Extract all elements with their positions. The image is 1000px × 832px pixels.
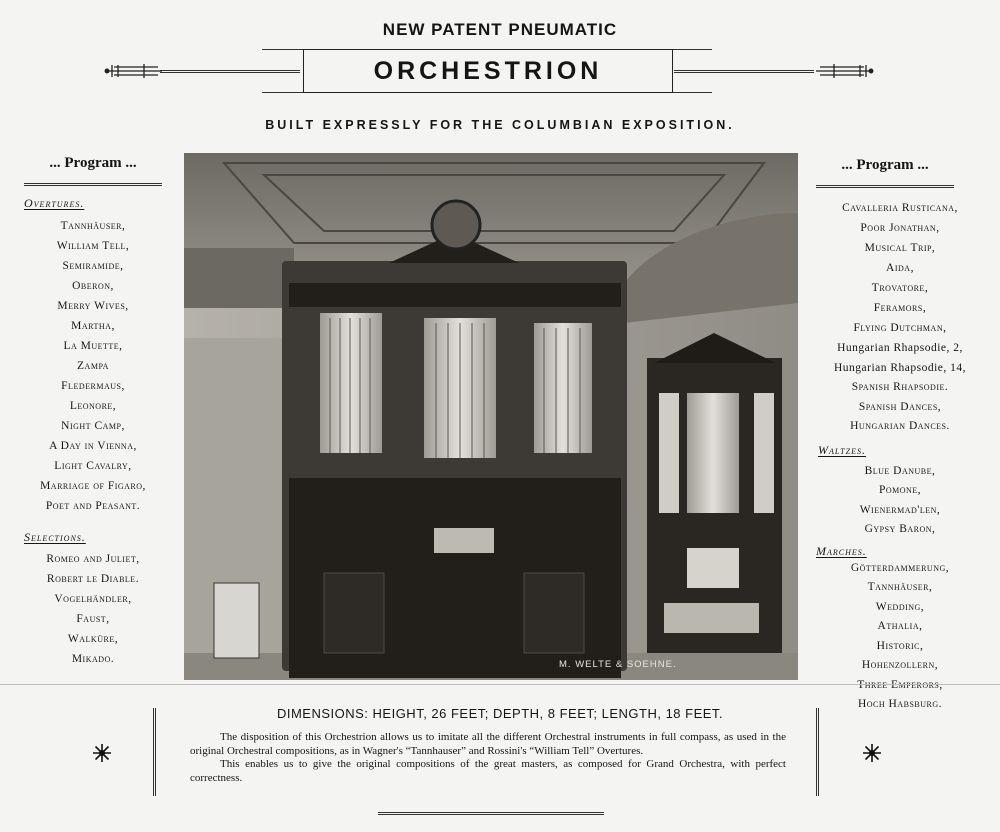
list-item: Historic, <box>876 639 924 652</box>
list-item: Trovatore, <box>871 282 929 294</box>
left-program-list <box>22 196 164 669</box>
list-item: Gypsy Baron, <box>864 523 936 535</box>
subtitle: BUILT EXPRESSLY FOR THE COLUMBIAN EXPOSITION. <box>265 118 735 132</box>
right-footer-bar <box>816 708 819 796</box>
list-item: Merry Wives, <box>57 300 129 312</box>
description-text <box>190 731 786 785</box>
list-item: La Muette, <box>63 340 123 352</box>
list-item: Musical Trip, <box>864 242 936 254</box>
right-program-rule <box>816 185 954 188</box>
list-item: Hungarian Rhapsodie, 2, <box>837 342 963 354</box>
description-paragraph: The disposition of this Orchestrion allows us to imitate all the different Orchestral instruments in full compass, as used in the original Orchestral compositions, as in Wagner's “Tannhauser” and Rossini's “William Tell” Overtures. <box>190 731 786 757</box>
left-footer-bar <box>153 708 156 796</box>
right-rosette-icon <box>862 743 882 763</box>
list-item: William Tell, <box>56 240 130 252</box>
left-program-rule <box>24 183 162 186</box>
list-item: Walküre, <box>67 633 119 645</box>
list-item: Götterdammerung, <box>850 561 950 574</box>
list-item: Hohenzollern, <box>861 659 939 671</box>
list-item: Leonore, <box>69 400 117 412</box>
list-item: Feramors, <box>873 302 927 314</box>
list-item: Spanish Dances, <box>858 400 942 413</box>
left-scroll-ornament-icon <box>104 62 164 80</box>
list-item: Hoch Habsburg. <box>857 698 943 710</box>
description-paragraph: This enables us to give the original compositions of the great masters, as composed for Grand Orchestra, with perfect correctness. <box>190 758 786 784</box>
list-item: Vogelhändler, <box>54 593 132 605</box>
list-item: Poet and Peasant. <box>45 500 141 512</box>
list-item: Semiramide, <box>62 260 124 272</box>
header-top-line: NEW PATENT PNEUMATIC <box>382 20 618 39</box>
footer-divider <box>0 684 1000 685</box>
list-item: Romeo and Juliet, <box>46 553 140 565</box>
left-title-rule <box>160 70 300 73</box>
waltzes-heading: Waltzes. <box>818 442 866 457</box>
right-program-list <box>808 198 992 715</box>
footer-bottom-rule <box>378 812 604 815</box>
orchestrion-photo <box>184 153 798 680</box>
list-item: Faust, <box>76 613 110 625</box>
list-item: Athalia, <box>877 620 923 632</box>
list-item: Aida, <box>886 262 914 274</box>
list-item: Flying Dutchman, <box>853 322 947 334</box>
list-item: Blue Danube, <box>864 464 936 477</box>
list-item: Spanish Rhapsodie. <box>851 381 949 393</box>
selections-heading: Selections. <box>24 530 86 544</box>
list-item: Robert le Diable. <box>46 573 140 585</box>
overtures-heading: Overtures. <box>24 196 85 210</box>
list-item: Tannhäuser, <box>60 220 126 232</box>
left-program-heading: ... Program ... <box>49 155 137 171</box>
list-item: Night Camp, <box>61 420 125 432</box>
list-item: Light Cavalry, <box>54 460 132 472</box>
list-item: Poor Jonathan, <box>860 222 940 234</box>
dimensions-line: DIMENSIONS: HEIGHT, 26 FEET; DEPTH, 8 FEET; LENGTH, 18 FEET. <box>276 706 724 721</box>
list-item: Pomone, <box>878 484 922 496</box>
list-item: A Day in Vienna, <box>49 440 137 452</box>
list-item: Fledermaus, <box>61 380 125 392</box>
list-item: Hungarian Dances. <box>850 420 950 432</box>
photo-caption: M. WELTE & SOEHNE. <box>559 659 677 670</box>
list-item: Wedding, <box>875 600 925 613</box>
list-item: Zampa <box>77 360 109 372</box>
list-item: Marriage of Figaro, <box>40 480 146 492</box>
list-item: Tannhäuser, <box>867 581 933 593</box>
left-rosette-icon <box>92 743 112 763</box>
right-title-rule <box>674 70 814 73</box>
list-item: Hungarian Rhapsodie, 14, <box>833 362 967 374</box>
right-scroll-ornament-icon <box>814 62 874 80</box>
marches-heading: Marches. <box>816 543 867 558</box>
list-item: Three Emperors, <box>857 678 943 691</box>
list-item: Wienermad'len, <box>859 503 941 516</box>
list-item: Mikado. <box>71 653 115 665</box>
right-program-heading: ... Program ... <box>841 157 929 173</box>
list-item: Cavalleria Rusticana, <box>842 202 958 214</box>
list-item: Oberon, <box>72 280 114 292</box>
page-title: ORCHESTRION <box>303 49 673 93</box>
orchestrion-illustration <box>184 153 798 680</box>
list-item: Martha, <box>71 320 115 332</box>
